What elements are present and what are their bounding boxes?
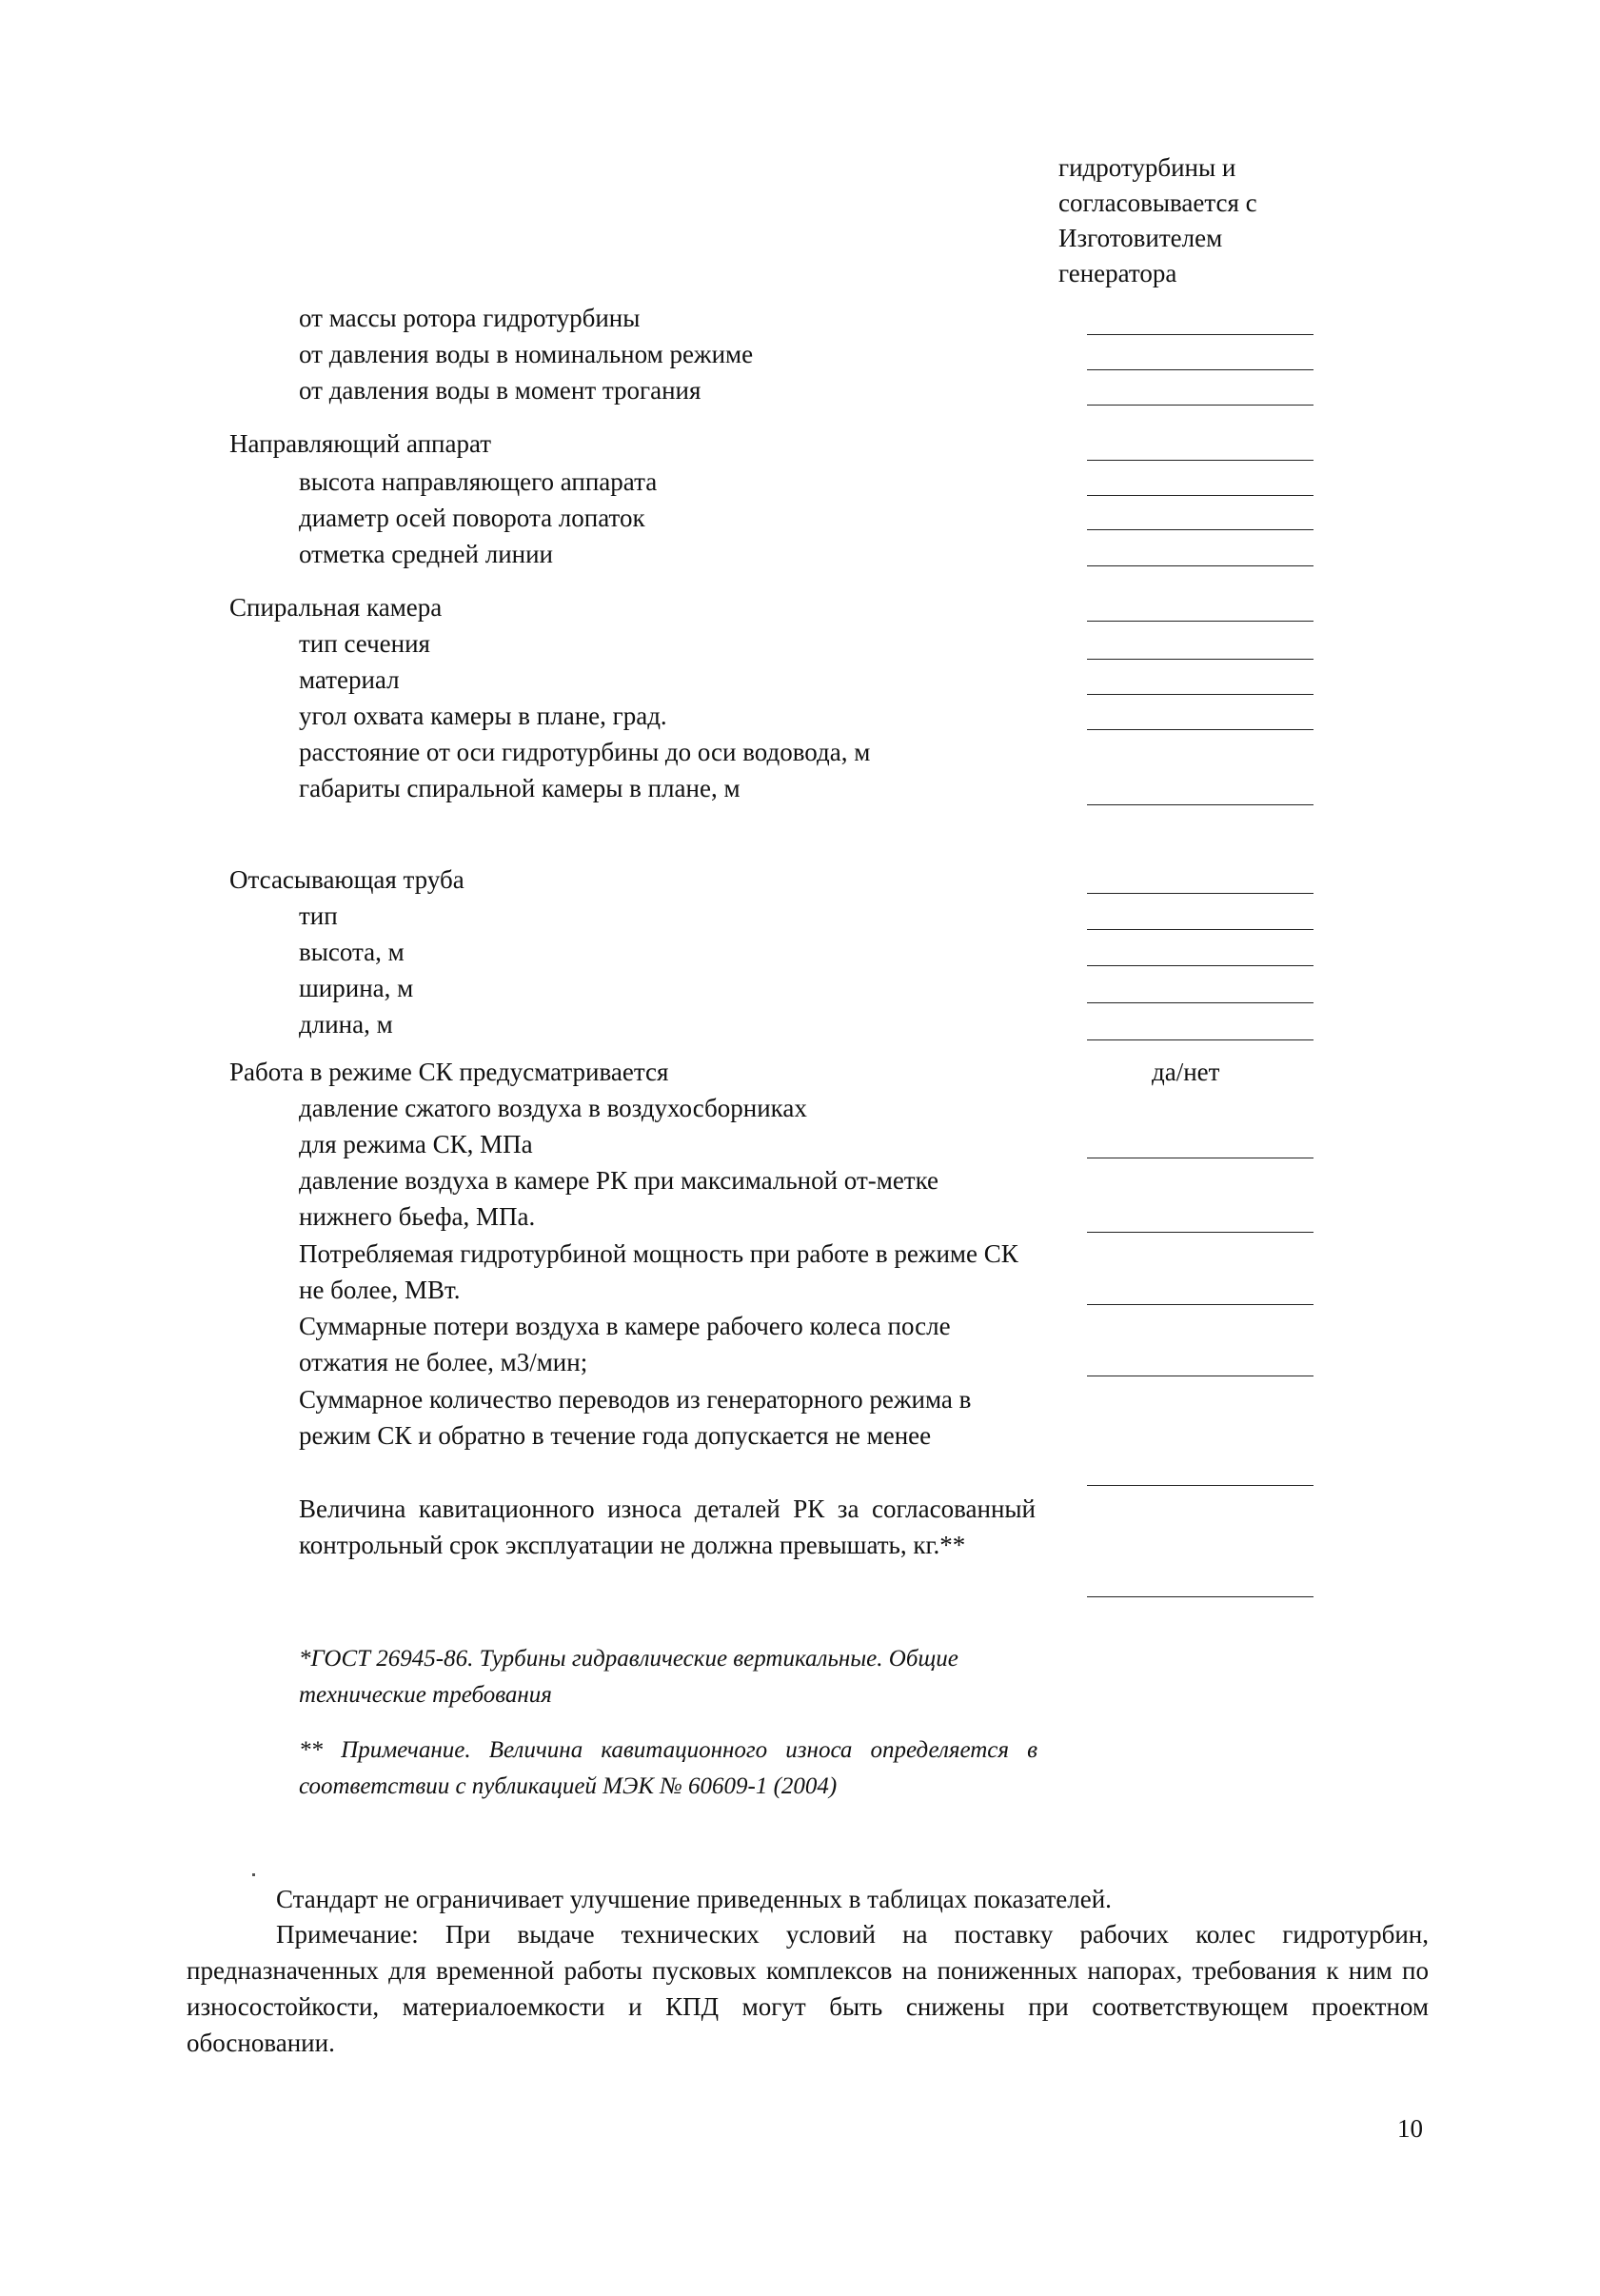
sc-mode-item: давление воздуха в камере РК при максимальной от-метке нижнего бьефа, МПа. [299, 1166, 939, 1231]
spiral-case-item: расстояние от оси гидротурбины до оси водовода, м [299, 738, 871, 766]
draft-tube-item: ширина, м [299, 974, 414, 1002]
sc-mode-item: Потребляемая гидротурбиной мощность при работе в режиме СК не более, МВт. [299, 1239, 1018, 1304]
sc-mode-item: давление сжатого воздуха в воздухосборниках для режима СК, МПа [299, 1094, 807, 1158]
sc-mode-answer: да/нет [1152, 1058, 1220, 1086]
blank-line [1087, 621, 1314, 622]
closing-paragraph-1: Стандарт не ограничивает улучшение приведенных в таблицах показателей. [276, 1885, 1112, 1913]
load-item: от массы ротора гидротурбины [299, 304, 641, 332]
section-title-spiral-case: Спиральная камера [229, 593, 443, 622]
blank-line [1087, 1485, 1314, 1486]
sc-mode-item: Суммарное количество переводов из генераторного режима в режим СК и обратно в течение года допускается не менее [299, 1385, 972, 1450]
header-note-line: согласовывается с [1058, 188, 1257, 217]
blank-line [1087, 1002, 1314, 1003]
load-item: от давления воды в номинальном режиме [299, 340, 754, 368]
blank-line [1087, 1232, 1314, 1233]
footnote-gost: *ГОСТ 26945-86. Турбины гидравлические вертикальные. Общие технические требования [299, 1646, 958, 1708]
blank-line [1087, 1304, 1314, 1305]
draft-tube-item: длина, м [299, 1010, 393, 1039]
blank-line [1087, 893, 1314, 894]
spiral-case-item: угол охвата камеры в плане, град. [299, 702, 667, 730]
blank-line [1087, 965, 1314, 966]
draft-tube-item: тип [299, 901, 338, 930]
blank-line [1087, 804, 1314, 805]
blank-line [1087, 729, 1314, 730]
blank-line [1087, 929, 1314, 930]
blank-line [1087, 1039, 1314, 1040]
blank-line [1087, 405, 1314, 406]
stray-mark [252, 1873, 255, 1876]
draft-tube-item: высота, м [299, 938, 405, 966]
header-note-line: генератора [1058, 259, 1177, 287]
blank-line [1087, 369, 1314, 370]
blank-line [1087, 694, 1314, 695]
blank-line [1087, 460, 1314, 461]
page-number: 10 [1397, 2114, 1423, 2143]
sc-mode-item: Суммарные потери воздуха в камере рабочего колеса после отжатия не более, м3/мин; [299, 1312, 951, 1376]
section-title-guide-apparatus: Направляющий аппарат [229, 429, 492, 458]
sc-mode-item: Величина кавитационного износа деталей РК за согласованный контрольный срок эксплуатации не должна превышать, кг.** [299, 1494, 1036, 1559]
section-title-sc-mode: Работа в режиме СК предусматривается [229, 1058, 669, 1086]
blank-line [1087, 1596, 1314, 1597]
load-item: от давления воды в момент трогания [299, 376, 701, 405]
header-note-line: гидротурбины и [1058, 153, 1236, 182]
blank-line [1087, 529, 1314, 530]
header-note-line: Изготовителем [1058, 224, 1223, 252]
footnote-note: ** Примечание. Величина кавитационного износа определяется в соответствии с публикацией МЭК № 60609-1 (2004) [299, 1737, 1037, 1799]
blank-line [1087, 565, 1314, 566]
guide-apparatus-item: высота направляющего аппарата [299, 467, 658, 496]
section-title-draft-tube: Отсасывающая труба [229, 865, 464, 894]
blank-line [1087, 495, 1314, 496]
spiral-case-item: материал [299, 665, 400, 694]
closing-paragraph-2: Примечание: При выдаче технических условий на поставку рабочих колес гидротурбин, предназначенных для временной работы пусковых комплексов на пониженных напорах, требования к ним по износостойкости, материалоемкости и КПД могут быть снижены при соответствующем проектном обосновании. [187, 1920, 1429, 2057]
blank-line [1087, 659, 1314, 660]
blank-line [1087, 334, 1314, 335]
spiral-case-item: габариты спиральной камеры в плане, м [299, 774, 741, 802]
guide-apparatus-item: диаметр осей поворота лопаток [299, 504, 645, 532]
guide-apparatus-item: отметка средней линии [299, 540, 554, 568]
spiral-case-item: тип сечения [299, 629, 430, 658]
